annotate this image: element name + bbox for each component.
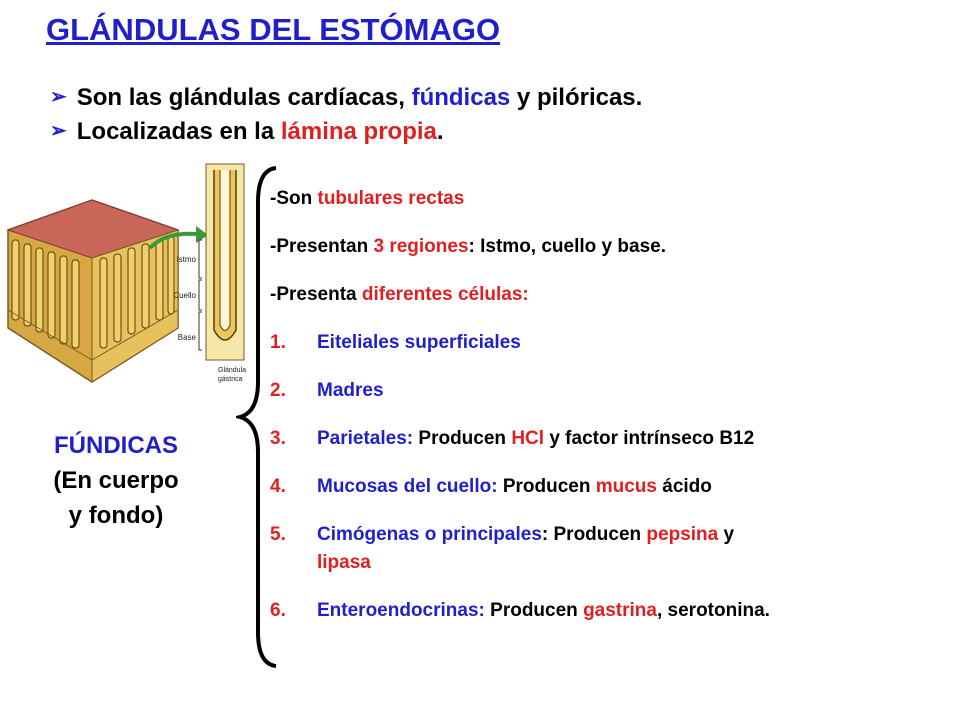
fundicas-location-2: y fondo)	[68, 502, 164, 529]
highlight-product: gastrina	[583, 600, 657, 621]
detail-line-regiones	[270, 236, 666, 258]
fundicas-location-1: (En cuerpo	[53, 467, 179, 494]
cell-type: Parietales:	[317, 428, 414, 449]
list-number: 2.	[270, 380, 286, 401]
detail-text: -Son	[270, 188, 318, 209]
detail-text: , serotonina.	[656, 600, 770, 621]
list-item-text	[317, 476, 712, 498]
list-number: 4.	[270, 476, 286, 497]
caption-glandula: Glándula	[218, 367, 247, 374]
detail-text: y factor intrínseco B12	[544, 428, 755, 449]
cell-type: Mucosas del cuello:	[317, 476, 498, 497]
bullet-text: .	[436, 118, 444, 145]
cell-type: Cimógenas o principales	[317, 524, 542, 545]
list-number: 1.	[270, 332, 286, 353]
highlight-regiones: 3 regiones	[373, 236, 469, 257]
detail-line-celulas	[270, 284, 529, 306]
detail-text: : Producen	[541, 524, 647, 545]
list-item-text	[317, 600, 770, 622]
detail-text: : Istmo, cuello y base.	[468, 236, 666, 257]
cell-type: Eiteliales superficiales	[317, 332, 521, 353]
bullet-location	[50, 118, 444, 146]
bullet-text: Son las glándulas cardíacas,	[76, 84, 412, 111]
caption-gastrica: gástrica	[218, 376, 243, 383]
list-item-text	[317, 524, 734, 546]
label-base: Base	[177, 333, 196, 342]
bullet-text: Localizadas en la	[76, 118, 281, 145]
label-istmo: Istmo	[176, 255, 196, 264]
detail-text: y	[718, 524, 735, 545]
list-item-text	[317, 428, 754, 450]
bullet-gland-types	[50, 84, 642, 112]
fundicas-label	[26, 428, 206, 533]
detail-text: -Presenta	[270, 284, 362, 305]
gastric-gland-illustration	[0, 160, 260, 390]
highlight-product: pepsina	[646, 524, 719, 545]
detail-text: Producen	[413, 428, 512, 449]
arrow-bullet-icon: ➢	[50, 120, 67, 142]
highlight-lamina-propia: lámina propia	[280, 118, 437, 145]
cell-type: Enteroendocrinas:	[317, 600, 485, 621]
label-cuello: Cuello	[173, 291, 196, 300]
list-number: 3.	[270, 428, 286, 449]
highlight-product: mucus	[595, 476, 657, 497]
list-number: 5.	[270, 524, 286, 545]
highlight-tubulares: tubulares rectas	[317, 188, 465, 209]
detail-text: ácido	[656, 476, 712, 497]
highlight-celulas: diferentes células:	[361, 284, 529, 305]
page-title: GLÁNDULAS DEL ESTÓMAGO	[46, 12, 501, 47]
detail-text: -Presentan	[270, 236, 374, 257]
highlight-product: HCl	[511, 428, 545, 449]
arrow-bullet-icon: ➢	[50, 86, 67, 108]
detail-text: Producen	[484, 600, 584, 621]
cell-type: Madres	[317, 380, 384, 401]
highlight-product: lipasa	[317, 552, 371, 573]
highlight-fundicas: fúndicas	[411, 84, 511, 111]
bullet-text: y pilóricas.	[510, 84, 643, 111]
detail-text: Producen	[497, 476, 596, 497]
fundicas-title: FÚNDICAS	[54, 432, 178, 459]
detail-line-tubulares	[270, 188, 464, 210]
list-number: 6.	[270, 600, 286, 621]
